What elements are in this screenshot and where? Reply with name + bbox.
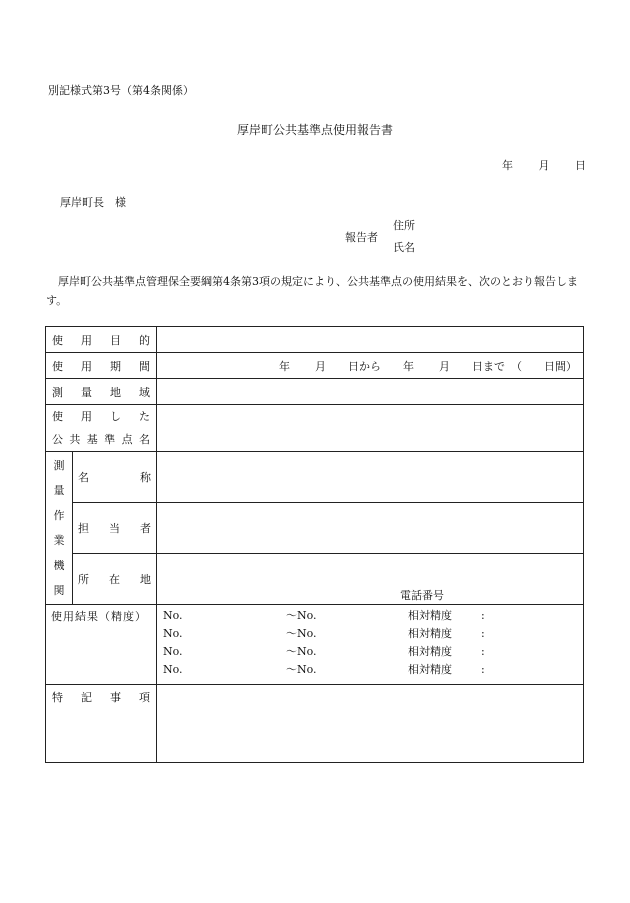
result-to: ～No. [286,627,317,640]
agency-location-label [73,554,157,605]
label-char: 地 [110,385,121,399]
label-char: 公 [52,433,63,446]
row-used-points [46,405,584,452]
used-points-label [46,405,157,452]
label-char: た [139,410,150,423]
label-char: 使 [52,333,63,347]
label-char: し [110,410,121,423]
notes-label [46,685,157,763]
address-label: 住所 [393,219,415,232]
area-label [46,379,157,405]
agency-location-field[interactable] [157,554,584,605]
label-char: 使 [52,410,63,423]
result-colon: : [481,627,485,640]
label-char: 担 [78,522,89,535]
date-month: 月 [538,159,550,172]
result-to: ～No. [286,645,317,658]
report-table [45,326,584,763]
purpose-field[interactable] [157,327,584,353]
label-char: 期 [110,359,121,373]
result-to: ～No. [286,663,317,676]
row-period [46,353,584,379]
result-from: No. [163,627,183,640]
label-char: 特 [52,691,63,704]
period-label [46,353,157,379]
vertical-char: 業 [53,534,65,547]
vertical-char: 測 [53,459,65,472]
result-row [157,607,583,625]
form-reference: 別記様式第3号（第4条関係） [48,84,194,97]
label-char: 当 [109,522,120,535]
label-char: 項 [139,691,150,704]
area-field[interactable] [157,379,584,405]
row-purpose [46,327,584,353]
label-char: 者 [140,522,151,535]
label-char: 目 [110,333,121,347]
name-label: 氏名 [393,241,415,254]
body-text: 厚岸町公共基準点管理保全要綱第4条第3項の規定により、公共基準点の使用結果を、次のとおり報告します。 [46,275,578,307]
result-accuracy: 相対精度 [408,663,452,676]
purpose-label [46,327,157,353]
label-char: 在 [109,573,120,586]
date-year: 年 [502,159,513,172]
result-accuracy: 相対精度 [408,645,452,658]
result-from: No. [163,609,183,622]
result-label: 使用結果（精度） [46,605,157,685]
label-char: 共 [69,433,81,446]
reporter-label: 報告者 [345,231,378,244]
agency-manager-label [73,503,157,554]
row-agency-manager [46,503,584,554]
result-from: No. [163,663,183,676]
vertical-char: 量 [53,484,65,497]
date-line [502,157,600,173]
label-char: 準 [104,433,116,446]
label-char: 用 [81,333,92,347]
label-char: 事 [110,691,121,704]
result-colon: : [481,609,485,622]
label-char: 所 [78,573,89,586]
label-char: 記 [81,691,92,704]
row-results [46,605,584,685]
label-char: 地 [140,573,151,586]
notes-field[interactable] [157,685,584,763]
row-agency-location [46,554,584,605]
vertical-char: 作 [53,509,65,522]
vertical-char: 関 [53,584,65,597]
label-char: 量 [81,385,92,399]
period-field[interactable] [157,353,584,379]
agency-manager-field[interactable] [157,503,584,554]
result-to: ～No. [286,609,317,622]
page-title: 厚岸町公共基準点使用報告書 [236,123,393,137]
date-day: 日 [575,159,586,172]
label-char: 点 [121,433,133,446]
label-char: 称 [140,471,151,484]
row-area [46,379,584,405]
agency-name-label [73,452,157,503]
label-char: 的 [139,333,150,347]
result-accuracy: 相対精度 [408,627,452,640]
label-char: 基 [86,433,98,446]
label-char: 用 [81,410,92,423]
result-row [157,625,583,643]
agency-vertical-label [46,452,73,605]
agency-vertical-text [46,453,72,603]
result-row [157,643,583,661]
label-char: 名 [78,471,89,484]
label-char: 使 [52,359,63,373]
result-row [157,661,583,679]
phone-label: 電話番号 [400,589,444,602]
used-points-field[interactable] [157,405,584,452]
row-agency-name [46,452,584,503]
row-notes [46,685,584,763]
addressee: 厚岸町長 様 [60,196,126,209]
agency-name-field[interactable] [157,452,584,503]
vertical-char: 機 [53,559,65,572]
label-char: 用 [81,359,92,373]
label-char: 測 [52,385,63,399]
period-text: 年 月 日から 年 月 日まで （ 日間） [279,359,577,373]
result-field[interactable] [157,605,584,685]
result-accuracy: 相対精度 [408,609,452,622]
result-colon: : [481,645,485,658]
purpose-text [46,332,156,348]
label-char: 域 [139,385,150,399]
label-char: 名 [138,433,150,446]
result-colon: : [481,663,485,676]
label-char: 間 [139,359,150,373]
result-from: No. [163,645,183,658]
